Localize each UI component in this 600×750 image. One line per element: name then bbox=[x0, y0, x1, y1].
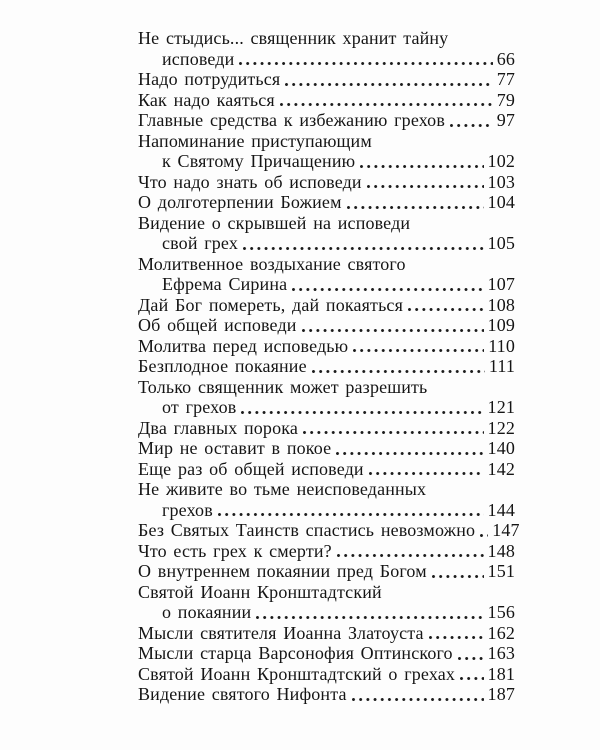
toc-line bbox=[138, 131, 515, 152]
toc-entry-title: Надо потрудиться bbox=[138, 69, 281, 89]
toc-line bbox=[138, 356, 515, 377]
toc-entry-title: Напоминание приступающим bbox=[138, 130, 372, 151]
toc-entry-title: свой грех bbox=[162, 233, 238, 253]
toc-page-number: 104 bbox=[487, 192, 515, 212]
toc-page-number: 122 bbox=[487, 417, 515, 438]
dot-leader bbox=[352, 698, 484, 701]
toc-line bbox=[138, 377, 515, 398]
toc-line bbox=[138, 90, 515, 111]
toc-page-number: 144 bbox=[487, 499, 515, 520]
dot-leader bbox=[303, 431, 484, 434]
toc-entry-title: Молитва перед исповедью bbox=[138, 335, 349, 356]
toc-line bbox=[138, 233, 515, 254]
toc-entry-title: о покаянии bbox=[162, 602, 252, 622]
toc-page-number: 103 bbox=[487, 171, 515, 192]
toc-entry bbox=[138, 418, 515, 439]
toc-line bbox=[138, 664, 515, 685]
dot-leader bbox=[450, 124, 493, 127]
toc-entry bbox=[138, 90, 515, 111]
toc-entry-title: Святой Иоанн Кронштадтский bbox=[138, 581, 382, 602]
toc-page-number: 163 bbox=[487, 643, 515, 663]
dot-leader bbox=[367, 185, 484, 188]
toc-entry-title: Что есть грех к смерти? bbox=[138, 540, 332, 561]
toc-line bbox=[138, 520, 520, 541]
toc-entry-title: О долготерпении Божием bbox=[138, 192, 342, 212]
toc-entry bbox=[138, 315, 515, 336]
toc-entry bbox=[138, 582, 515, 623]
toc-page-number: 147 bbox=[492, 520, 520, 540]
toc-entry bbox=[138, 459, 515, 480]
toc-line bbox=[138, 274, 515, 295]
toc-line bbox=[138, 28, 515, 49]
toc-line bbox=[138, 418, 515, 439]
toc-entry bbox=[138, 356, 515, 377]
toc-line bbox=[138, 110, 515, 131]
toc-page-number: 109 bbox=[487, 315, 515, 335]
toc-page-number: 110 bbox=[488, 335, 515, 356]
toc-line bbox=[138, 213, 515, 234]
toc-page-number: 108 bbox=[487, 294, 515, 315]
toc-entry bbox=[138, 541, 515, 562]
toc-entry-title: к Святому Причащению bbox=[162, 151, 356, 171]
toc-page-number: 142 bbox=[487, 458, 515, 479]
toc-line bbox=[138, 479, 515, 500]
dot-leader bbox=[432, 575, 484, 578]
toc-entry-title: Дай Бог помереть, дай покаяться bbox=[138, 294, 404, 315]
toc-entry-title: О внутреннем покаянии пред Богом bbox=[138, 561, 427, 581]
dot-leader bbox=[243, 247, 484, 250]
toc-entry-title: Без Святых Таинств спастись невозможно bbox=[138, 520, 476, 540]
toc-page-number: 97 bbox=[496, 110, 515, 130]
toc-entry bbox=[138, 192, 515, 213]
dot-leader bbox=[369, 472, 484, 475]
toc-line bbox=[138, 336, 515, 357]
toc-entry bbox=[138, 110, 515, 131]
dot-leader bbox=[312, 370, 485, 373]
toc-entry-title: Еще раз об общей исповеди bbox=[138, 458, 364, 479]
dot-leader bbox=[460, 677, 484, 680]
dot-leader bbox=[360, 165, 483, 168]
toc-entry-title: Мир не оставит в покое bbox=[138, 438, 332, 458]
toc-page-number: 140 bbox=[487, 438, 515, 458]
dot-leader bbox=[408, 308, 484, 311]
toc-entry-title: от грехов bbox=[162, 397, 237, 417]
toc-entry bbox=[138, 336, 515, 357]
toc-entry bbox=[138, 520, 520, 541]
toc-line bbox=[138, 295, 515, 316]
toc-entry-title: Мысли старца Варсонофия Оптинского bbox=[138, 643, 453, 663]
toc-entry bbox=[138, 438, 515, 459]
dot-leader bbox=[353, 349, 484, 352]
toc-entry bbox=[138, 684, 515, 705]
dot-leader bbox=[429, 636, 484, 639]
toc-entry bbox=[138, 69, 515, 90]
toc-page-number: 107 bbox=[487, 274, 515, 294]
toc-entry-title: Главные средства к избежанию грехов bbox=[138, 110, 445, 130]
toc-line bbox=[138, 438, 515, 459]
toc-entry-title: Безплодное покаяние bbox=[138, 356, 307, 376]
table-of-contents bbox=[138, 28, 520, 705]
toc-line bbox=[138, 151, 515, 172]
toc-line bbox=[138, 69, 515, 90]
toc-line bbox=[138, 643, 515, 664]
toc-entry-title: Не стыдись... священник хранит тайну bbox=[138, 28, 449, 48]
toc-page-number: 105 bbox=[487, 233, 515, 253]
toc-entry-title: Молитвенное воздыхание святого bbox=[138, 253, 406, 274]
toc-line bbox=[138, 541, 515, 562]
toc-entry-title: Ефрема Сирина bbox=[162, 274, 288, 294]
toc-line bbox=[138, 172, 515, 193]
toc-page-number: 111 bbox=[488, 356, 515, 376]
toc-page-number: 79 bbox=[496, 89, 515, 110]
toc-page-number: 187 bbox=[487, 684, 515, 704]
dot-leader bbox=[336, 452, 483, 455]
toc-line bbox=[138, 397, 515, 418]
toc-entry bbox=[138, 664, 515, 685]
dot-leader bbox=[280, 103, 493, 106]
toc-entry bbox=[138, 479, 515, 520]
toc-line bbox=[138, 254, 515, 275]
dot-leader bbox=[480, 534, 488, 537]
toc-entry bbox=[138, 623, 515, 644]
dot-leader bbox=[241, 411, 483, 414]
dot-leader bbox=[458, 657, 484, 660]
toc-page-number: 181 bbox=[487, 663, 515, 684]
toc-entry-title: Мысли святителя Иоанна Златоуста bbox=[138, 622, 424, 643]
dot-leader bbox=[337, 554, 484, 557]
toc-entry bbox=[138, 377, 515, 418]
dot-leader bbox=[302, 329, 484, 332]
toc-page-number: 156 bbox=[487, 602, 515, 622]
dot-leader bbox=[256, 616, 483, 619]
toc-line bbox=[138, 582, 515, 603]
toc-entry-title: Об общей исповеди bbox=[138, 315, 297, 335]
toc-line bbox=[138, 49, 515, 70]
toc-line bbox=[138, 459, 515, 480]
toc-line bbox=[138, 315, 515, 336]
toc-entry-title: Видение о скрывшей на исповеди bbox=[138, 212, 411, 233]
dot-leader bbox=[292, 288, 483, 291]
dot-leader bbox=[218, 513, 484, 516]
toc-page-number: 121 bbox=[487, 397, 515, 417]
toc-page-number: 151 bbox=[487, 561, 515, 581]
toc-line bbox=[138, 192, 515, 213]
toc-page-number: 148 bbox=[487, 540, 515, 561]
toc-entry bbox=[138, 131, 515, 172]
toc-page-number: 77 bbox=[496, 69, 515, 89]
toc-page-number: 162 bbox=[487, 622, 515, 643]
toc-entry bbox=[138, 561, 515, 582]
dot-leader bbox=[285, 83, 492, 86]
toc-entry-title: Что надо знать об исповеди bbox=[138, 171, 362, 192]
toc-line bbox=[138, 684, 515, 705]
dot-leader bbox=[347, 206, 484, 209]
toc-entry bbox=[138, 213, 515, 254]
toc-entry bbox=[138, 28, 515, 69]
toc-line bbox=[138, 500, 515, 521]
toc-entry bbox=[138, 295, 515, 316]
toc-line bbox=[138, 561, 515, 582]
toc-entry-title: Только священник может разрешить bbox=[138, 376, 428, 397]
toc-entry-title: грехов bbox=[162, 499, 213, 520]
toc-entry bbox=[138, 172, 515, 193]
toc-entry-title: Два главных порока bbox=[138, 417, 298, 438]
toc-entry-title: Как надо каяться bbox=[138, 89, 275, 110]
toc-line bbox=[138, 623, 515, 644]
toc-entry bbox=[138, 643, 515, 664]
toc-line bbox=[138, 602, 515, 623]
toc-entry-title: Не живите во тьме неисповеданных bbox=[138, 479, 427, 499]
dot-leader bbox=[239, 62, 492, 65]
toc-entry-title: Святой Иоанн Кронштадтский о грехах bbox=[138, 663, 456, 684]
toc-page-number: 102 bbox=[487, 151, 515, 171]
toc-page-number: 66 bbox=[496, 48, 515, 69]
toc-entry bbox=[138, 254, 515, 295]
toc-entry-title: исповеди bbox=[162, 48, 235, 69]
toc-entry-title: Видение святого Нифонта bbox=[138, 684, 347, 704]
